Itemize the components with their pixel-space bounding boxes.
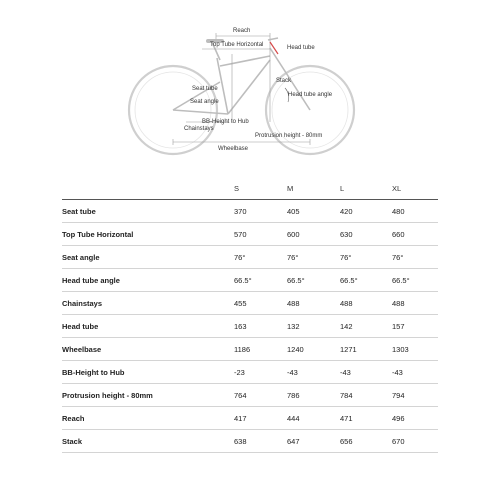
cell-value: 656 <box>340 430 392 453</box>
cell-value: 417 <box>234 407 287 430</box>
cell-value: 157 <box>392 315 438 338</box>
cell-value: 638 <box>234 430 287 453</box>
header-size-s: S <box>234 178 287 200</box>
cell-value: 420 <box>340 200 392 223</box>
cell-value: 66.5° <box>340 269 392 292</box>
row-label: Head tube angle <box>62 269 234 292</box>
row-label: Head tube <box>62 315 234 338</box>
cell-value: 784 <box>340 384 392 407</box>
wheelbase-label: Wheelbase <box>218 146 249 152</box>
seat-angle-label: Seat angle <box>190 99 219 105</box>
row-label: Top Tube Horizontal <box>62 223 234 246</box>
cell-value: 66.5° <box>287 269 340 292</box>
cell-value: 600 <box>287 223 340 246</box>
cell-value: 76° <box>287 246 340 269</box>
row-label: Stack <box>62 430 234 453</box>
cell-value: 76° <box>234 246 287 269</box>
cell-value: 647 <box>287 430 340 453</box>
header-size-xl: XL <box>392 178 438 200</box>
row-label: Seat angle <box>62 246 234 269</box>
cell-value: 1303 <box>392 338 438 361</box>
table-row <box>62 361 438 384</box>
cell-value: 794 <box>392 384 438 407</box>
row-label: Wheelbase <box>62 338 234 361</box>
row-label: Protrusion height - 80mm <box>62 384 234 407</box>
cell-value: 488 <box>340 292 392 315</box>
cell-value: 370 <box>234 200 287 223</box>
cell-value: 444 <box>287 407 340 430</box>
cell-value: -43 <box>287 361 340 384</box>
cell-value: 670 <box>392 430 438 453</box>
cell-value: 471 <box>340 407 392 430</box>
cell-value: -23 <box>234 361 287 384</box>
row-label: Chainstays <box>62 292 234 315</box>
table-row <box>62 315 438 338</box>
cell-value: 1186 <box>234 338 287 361</box>
cell-value: 630 <box>340 223 392 246</box>
cell-value: 660 <box>392 223 438 246</box>
row-label: Seat tube <box>62 200 234 223</box>
geometry-table <box>62 178 438 453</box>
cell-value: 163 <box>234 315 287 338</box>
header-size-l: L <box>340 178 392 200</box>
cell-value: 76° <box>392 246 438 269</box>
seat-tube-label: Seat tube <box>192 86 218 92</box>
row-label: Reach <box>62 407 234 430</box>
cell-value: 488 <box>287 292 340 315</box>
table-row <box>62 269 438 292</box>
table-row <box>62 246 438 269</box>
table-row <box>62 292 438 315</box>
stack-label: Stack <box>276 78 292 84</box>
header-label <box>62 178 234 200</box>
cell-value: 786 <box>287 384 340 407</box>
top-tube-horizontal-label: Top Tube Horizontal <box>210 42 264 48</box>
protrusion-height-label: Protrusion height - 80mm <box>255 133 323 139</box>
cell-value: 764 <box>234 384 287 407</box>
cell-value: -43 <box>392 361 438 384</box>
table-row <box>62 430 438 453</box>
head-tube-label: Head tube <box>287 45 315 51</box>
cell-value: -43 <box>340 361 392 384</box>
cell-value: 76° <box>340 246 392 269</box>
cell-value: 132 <box>287 315 340 338</box>
chainstays-label: Chainstays <box>184 126 214 132</box>
head-tube-angle-label: Head tube angle <box>288 92 333 98</box>
cell-value: 66.5° <box>392 269 438 292</box>
table-row <box>62 384 438 407</box>
table-header-row <box>62 178 438 200</box>
row-label: BB-Height to Hub <box>62 361 234 384</box>
header-size-m: M <box>287 178 340 200</box>
cell-value: 142 <box>340 315 392 338</box>
cell-value: 496 <box>392 407 438 430</box>
table-row <box>62 338 438 361</box>
cell-value: 66.5° <box>234 269 287 292</box>
cell-value: 570 <box>234 223 287 246</box>
cell-value: 480 <box>392 200 438 223</box>
bb-height-to-hub-label: BB-Height to Hub <box>202 119 249 125</box>
table-row <box>62 223 438 246</box>
cell-value: 1240 <box>287 338 340 361</box>
cell-value: 1271 <box>340 338 392 361</box>
bike-geometry-diagram <box>120 18 380 158</box>
table-row <box>62 200 438 223</box>
table-row <box>62 407 438 430</box>
reach-label: Reach <box>233 28 251 34</box>
cell-value: 488 <box>392 292 438 315</box>
cell-value: 405 <box>287 200 340 223</box>
cell-value: 455 <box>234 292 287 315</box>
